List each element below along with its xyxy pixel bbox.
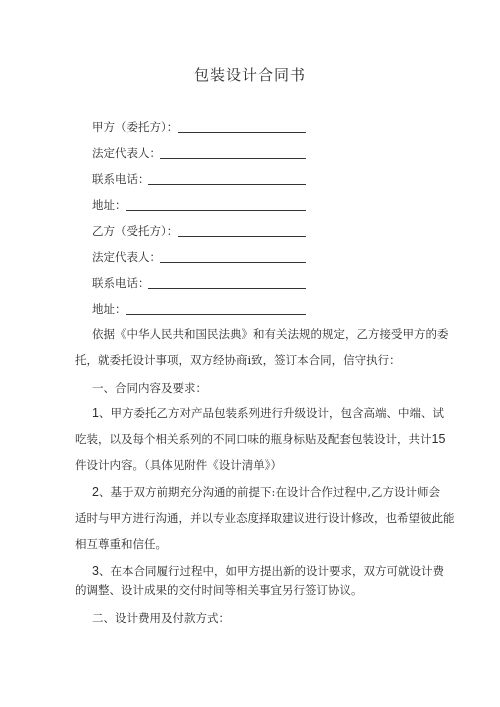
party-a-address-blank-line[interactable]	[126, 210, 306, 211]
item-3-line-1	[92, 564, 444, 578]
party-b-blank-line[interactable]	[178, 236, 306, 237]
item-2-number: 2	[92, 485, 99, 499]
page-title: 包装设计合同书	[193, 66, 306, 84]
party-b-representative-blank-line[interactable]	[160, 262, 306, 263]
item-2-text-1: 、基于双方前期充分沟通的前提下:在设计合作过程中,乙方设计师会	[98, 485, 440, 499]
party-b-address-label: 地址：	[92, 302, 127, 316]
party-a-phone-label: 联系电话：	[92, 172, 150, 186]
item-3-line-2: 的调整、设计成果的交付时间等相关事宜另行签订协议。	[75, 583, 363, 597]
item-3-text-1: 、在本合同履行过程中，如甲方提出新的设计要求，双方可就设计费	[98, 564, 444, 578]
item-1-line-3: 件设计内容。（具体见附件《设计清单》）	[75, 458, 282, 472]
section-2-heading: 二、设计费用及付款方式：	[92, 611, 230, 625]
party-a-phone-blank-line[interactable]	[148, 184, 306, 185]
intro-line-2: 托，就委托设计事项，双方经协商i致，签订本合同，信守执行：	[75, 353, 401, 367]
item-3-number: 3	[92, 564, 99, 578]
party-a-label: 甲方（委托方）：	[92, 120, 179, 134]
party-a-blank-line[interactable]	[178, 132, 306, 133]
item-2-line-3: 相互尊重和信任。	[75, 537, 167, 551]
item-1-text-2: 吃装，以及每个相关系列的不同口味的瓶身标贴及配套包装设计，共计	[75, 432, 432, 446]
party-b-label: 乙方（受托方）：	[92, 224, 179, 238]
item-2-line-1	[92, 485, 440, 499]
item-1-count: 15	[431, 432, 446, 446]
item-2-line-2: 适时与甲方进行沟通，并以专业态度择取建议进行设计修改，也希望彼此能	[75, 511, 455, 525]
item-1-number: 1	[92, 406, 99, 420]
party-a-address-label: 地址：	[92, 198, 127, 212]
party-a-representative-blank-line[interactable]	[160, 158, 306, 159]
item-1-line-1	[92, 406, 444, 420]
item-1-line-2	[75, 432, 445, 446]
item-1-text-1: 、甲方委托乙方对产品包装系列进行升级设计，包含高端、中端、试	[98, 406, 444, 420]
party-b-phone-blank-line[interactable]	[148, 288, 306, 289]
intro-line-1: 依据《中华人民共和国民法典》和有关法规的规定，乙方接受甲方的委	[92, 327, 449, 341]
party-a-representative-label: 法定代表人：	[92, 146, 161, 160]
party-b-address-blank-line[interactable]	[126, 314, 306, 315]
section-1-heading: 一、合同内容及要求：	[92, 381, 207, 395]
party-b-phone-label: 联系电话：	[92, 276, 150, 290]
party-b-representative-label: 法定代表人：	[92, 250, 161, 264]
